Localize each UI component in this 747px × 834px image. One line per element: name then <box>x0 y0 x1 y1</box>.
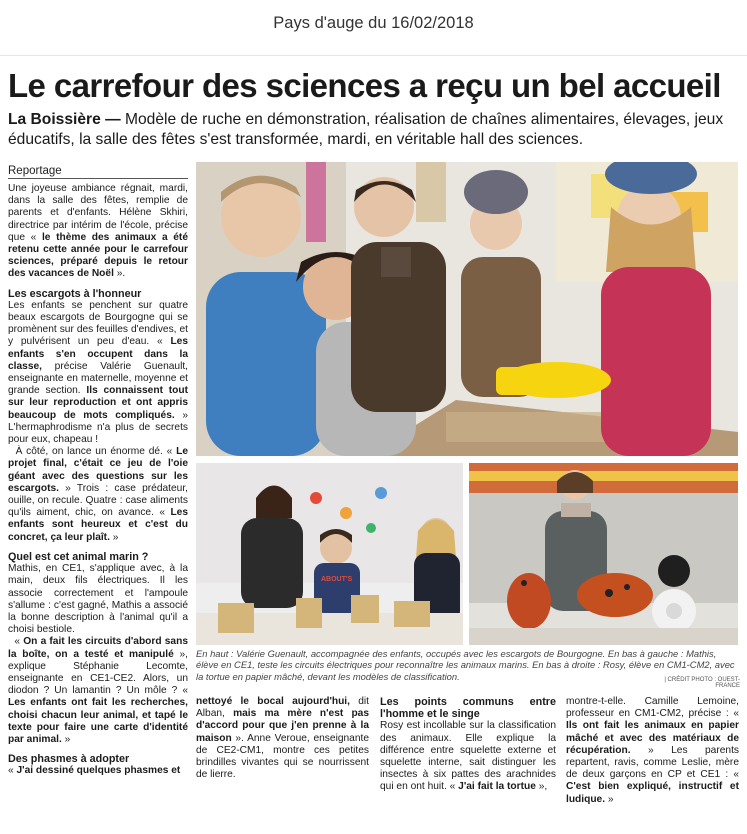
rubric-label: Reportage <box>8 165 188 179</box>
text: » <box>61 733 71 745</box>
text: Rosy est incollable sur la classification des animaux. Elle explique la différence entre squelette externe et squelette interne, sait distinguer les insectes à six pattes des arachnides qui en ont huit. « <box>380 720 556 793</box>
masthead: Pays d'auge du 16/02/2018 <box>273 14 474 32</box>
column-3 <box>380 696 556 794</box>
quote: Ils connaissent tout sur leur reproduction et ont appris beaucoup de mots compliqués. <box>8 385 188 421</box>
quote: Le projet final, c'était ce jeu de l'oie géant avec des questions sur les escargots. <box>8 446 188 494</box>
text: ». Anne Veroue, enseignante de CE2-CM1, montre ces petites brindilles vivantes qui se nourrissent de lierre. <box>196 732 369 781</box>
text: À côté, on lance un énorme dé. « <box>15 446 177 458</box>
headline: Le carrefour des sciences a reçu un bel accueil <box>8 67 721 104</box>
quote: J'ai fait la tortue <box>458 781 536 793</box>
text: » L'hermaphrodisme n'a plus de secrets pour eux, chapeau ! <box>8 409 188 446</box>
photo-illustration <box>196 463 463 645</box>
subheading: Quel est cet animal marin ? <box>8 550 149 563</box>
paragraph <box>8 636 188 746</box>
text: » Les parents repartent, ravis, comme Leslie, mère de deux garçons en CP et CE1 : « <box>566 744 739 781</box>
text: », <box>535 781 548 793</box>
paragraph <box>8 183 188 281</box>
text: ». <box>113 268 126 280</box>
lead-paragraph <box>8 110 743 150</box>
lead-text: Modèle de ruche en démonstration, réalisation de chaînes alimentaires, élevages, jeux éducatifs, la salle des fêtes s'est transformée, mardi, en véritable hall des sciences. <box>8 111 724 148</box>
quote: On a fait les circuits d'abord sans la boîte, on a testé et manipulé <box>8 636 188 660</box>
photo-tortoise <box>469 463 738 645</box>
quote: mais ma mère n'est pas d'accord pour que j'en prenne à la maison <box>196 708 370 744</box>
text: Les enfants se penchent sur quatre beaux escargots de Bourgogne qui se promènent sur des feuilles d'endives, et y pulvérisent un peu d'eau. « <box>8 299 188 348</box>
quote: J'ai dessiné quelques phasmes et <box>16 765 181 777</box>
quote: Les enfants sont heureux et c'est du concret, ça leur plaît. <box>8 507 188 543</box>
paragraph <box>8 446 188 544</box>
subheading: Les points communs entre l'homme et le singe <box>380 696 556 721</box>
text: « <box>14 636 24 648</box>
text: Une joyeuse ambiance régnait, mardi, dans la salle des fêtes, remplie de parents et d'enfants. Hélène Skhiri, directrice par intérim de l'école, précise que « <box>8 183 188 243</box>
quote: Les enfants ont fait les recherches, choisi chacun leur animal, et tapé le texte pour faire une carte d'identité par animal. <box>8 697 188 745</box>
photo-credit: | CRÉDIT PHOTO : OUEST-FRANCE <box>664 677 740 689</box>
photo-illustration <box>196 162 738 456</box>
text: », explique Stéphanie Lecomte, enseignante en CE1-CE2. Alors, un diodon ? Un lamantin ? Un môle ? « <box>8 648 188 697</box>
quote: Ils ont fait les animaux en papier mâché et avec des matériaux de récupération. <box>566 720 739 756</box>
paragraph <box>196 696 369 781</box>
paragraph <box>380 720 556 793</box>
divider <box>0 55 747 56</box>
column-4 <box>566 696 739 806</box>
text: dit Alban, <box>196 696 369 720</box>
paragraph <box>8 765 188 777</box>
column-2 <box>196 696 369 781</box>
text: « <box>8 765 17 777</box>
paragraph <box>566 696 739 806</box>
subheading: Les escargots à l'honneur <box>8 287 142 300</box>
poster-text: ABOUT'S <box>321 576 353 583</box>
quote: C'est bien expliqué, instructif et ludique. <box>566 781 739 805</box>
paragraph <box>8 300 188 446</box>
photo-caption: En haut : Valérie Guenault, accompagnée des enfants, occupés avec les escargots de Bourgogne. En bas à gauche : Mathis, élève en CE1, teste les circuits électriques pour reconnaître les animaux marins. En bas à droite : Rosy, élève en CM1-CM2, avec la tortue en papier mâché, devant les modèles de classification. <box>196 648 735 682</box>
text: montre-t-elle. Camille Lemoine, professeur en CM1-CM2, précise : « <box>566 696 739 720</box>
lead-place: La Boissière — <box>8 111 121 128</box>
photo-circuits <box>196 463 463 645</box>
text: précise Valérie Guenault, enseignante en maternelle, moyenne et grande section. <box>8 360 188 397</box>
photo-illustration <box>469 463 738 645</box>
quote: Les enfants s'en occupent dans la classe, <box>8 336 188 372</box>
text: » <box>605 793 614 805</box>
subheading: Des phasmes à adopter <box>8 753 130 766</box>
quote: nettoyé le bocal aujourd'hui, <box>196 696 350 707</box>
text: » <box>109 531 119 543</box>
photo-snails-group <box>196 162 738 456</box>
text: » Trois : case prédateur, ouille, on recule. Quatre : case aliments qu'ils aiment, chic, on avance. « <box>8 482 188 519</box>
quote: le thème des animaux a été retenu cette année pour le carrefour sciences, préparé depuis le retour des vacances de Noël <box>8 231 188 280</box>
paragraph: Mathis, en CE1, s'applique avec, à la main, deux fils électriques. Il les associe correctement et l'ampoule s'allume : c'est gagné, Mathis a associé la bonne description à l'animal qu'il a choisi bestiole. <box>8 563 188 636</box>
column-1 <box>8 183 188 778</box>
